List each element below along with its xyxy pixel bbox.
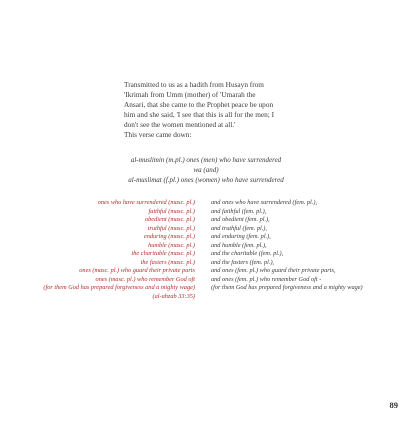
masculine-line: ones (masc. pl.) who remember God oft [95, 275, 195, 283]
feminine-line: and ones who have surrendered (fem. pl.), [211, 199, 318, 206]
masculine-column [0, 199, 195, 301]
masculine-line: the charitable (masc. pl.) [131, 250, 195, 257]
intro-line: Transmitted to us as a hadith from Husayn from [124, 80, 264, 89]
masculine-line: truthful (masc. pl.) [147, 224, 195, 232]
feminine-line: and humble (fem. pl.), [211, 241, 267, 249]
masculine-line: enduring (masc. pl.) [143, 233, 195, 240]
masculine-line: obedient (masc. pl.) [144, 216, 195, 223]
feminine-line: and enduring (fem. pl.), [211, 233, 271, 240]
verse-line-and: wa (and) [193, 166, 219, 175]
feminine-column [211, 199, 411, 293]
intro-paragraph [124, 80, 338, 141]
intro-line: him and she said, 'I see that this is all for the men; I [124, 110, 275, 120]
feminine-line: and ones (fem. pl.) who guard their private parts, [211, 267, 336, 274]
feminine-line: (for them God has prepared forgiveness and a mighty wage) [211, 284, 363, 291]
intro-line: Ansari, that she came to the Prophet peace be upon [124, 100, 274, 110]
intro-line: don't see the women mentioned at all.' [124, 120, 236, 130]
masculine-line: faithful (masc. pl.) [148, 207, 195, 215]
masculine-line: the fasters (masc. pl.) [140, 258, 195, 266]
citation: (al-ahzab 33:35) [152, 292, 195, 300]
feminine-line: and ones (fem. pl.) who remember God oft - [211, 275, 322, 283]
feminine-line: and obedient (fem. pl.), [211, 216, 270, 223]
feminine-line: and faithful (fem. pl.), [211, 207, 267, 215]
masculine-line: (for them God has prepared forgiveness and a mighty wage) [43, 284, 195, 291]
feminine-line: and truthful (fem. pl.), [211, 224, 267, 232]
masculine-line: ones who have surrendered (masc. pl.) [97, 199, 195, 206]
verse-block [116, 155, 296, 186]
page-number: 89 [389, 400, 398, 410]
feminine-line: and the charitable (fem. pl.), [211, 250, 284, 257]
masculine-line: humble (masc. pl.) [148, 241, 195, 249]
intro-line: 'Ikrimah from Umm (mother) of 'Umarah the [124, 90, 256, 100]
feminine-line: and the fasters (fem. pl.), [211, 258, 275, 266]
verse-line-feminine: al-muslimat (f.pl.) ones (women) who have surrendered [128, 176, 284, 185]
masculine-line: ones (masc. pl.) who guard their private parts [79, 267, 195, 274]
verse-line-masculine: al-muslimin (m.pl.) ones (men) who have surrendered [130, 156, 282, 164]
intro-line: This verse came down: [124, 130, 192, 140]
